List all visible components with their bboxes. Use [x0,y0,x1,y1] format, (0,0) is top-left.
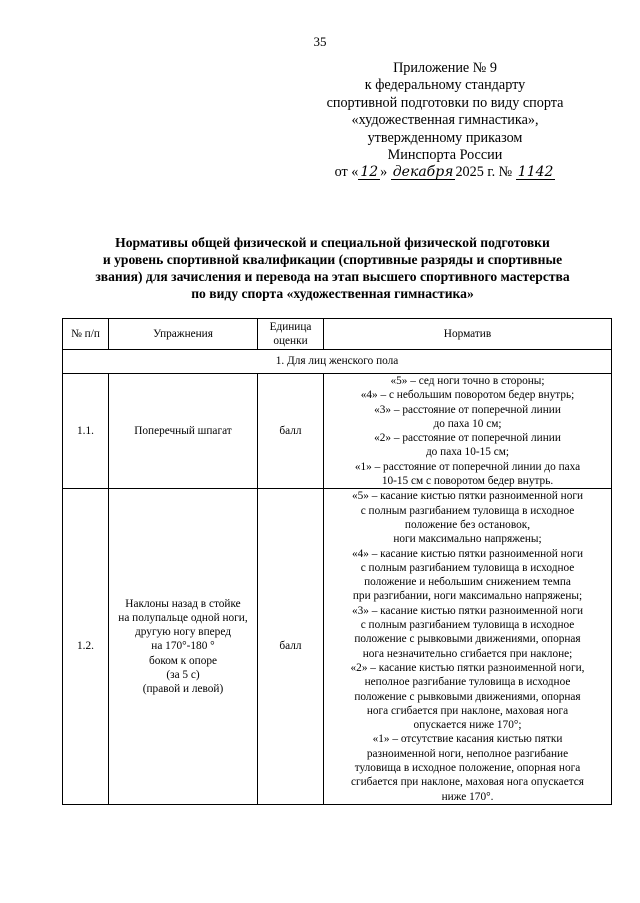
date-day: 12 [360,164,379,181]
criterion-line: «3» – касание кистью пятки разноименной ноги [351,604,584,617]
appendix-line: спортивной подготовки по виду спорта [326,94,564,111]
criterion-line: «1» – отсутствие касания кистью пятки [372,733,563,746]
criterion-line: с полным разгибанием туловища в исходное [360,561,575,574]
title-line: Нормативы общей физической и специальной физической подготовки [115,235,550,250]
document-title [60,234,605,302]
row-unit: балл [258,489,324,805]
exercise-line: (правой и левой) [142,683,224,696]
appendix-header [300,60,590,182]
row-num: 1.1. [63,374,109,489]
criterion-line: «2» – расстояние от поперечной линии [374,432,561,445]
row-exercise [109,489,258,805]
exercise-line: Наклоны назад в стойке [125,597,241,610]
criterion-line: положение с рывковыми движениями, опорная [354,633,581,646]
appendix-line: к федеральному стандарту [364,77,526,94]
row-criteria [324,374,612,489]
criterion-line: неполное разгибание туловища в исходное [364,676,571,689]
criterion-line: положение с рывковыми движениями, опорная [354,690,581,703]
criterion-line: положение и небольшим снижением темпа [364,576,571,589]
header-exercise: Упражнения [109,319,258,350]
criterion-line: нога сгибается при наклоне, маховая нога [366,704,569,717]
criterion-line: до паха 10-15 см; [425,446,510,459]
date-mid: » [380,164,388,181]
date-month: декабря [392,164,454,181]
criterion-line: разноименной ноги, неполное разгибание [366,747,569,760]
criterion-line: «2» – касание кистью пятки разноименной ноги, [350,661,585,674]
criterion-line: туловища в исходное положение, опорная нога [354,762,581,775]
exercise-line: Поперечный шпагат [134,425,232,438]
table-row [63,489,612,805]
header-num: № п/п [63,319,109,350]
criterion-line: «4» – с небольшим поворотом бедер внутрь; [360,389,575,402]
appendix-line: утвержденному приказом [367,129,523,146]
title-line: по виду спорта «художественная гимнастика» [191,286,474,301]
table-row [63,374,612,489]
criterion-line: 10-15 см с поворотом бедер внутрь. [381,475,554,488]
criterion-line: с полным разгибанием туловища в исходное [360,619,575,632]
norms-table [62,318,612,805]
criterion-line: «3» – расстояние от поперечной линии [374,403,561,416]
title-line: и уровень спортивной квалификации (спортивные разряды и спортивные [102,252,563,267]
row-exercise [109,374,258,489]
criterion-line: положение без остановок, [404,518,531,531]
row-unit: балл [258,374,324,489]
exercise-line: на 170°-180 ° [151,640,215,653]
criterion-line: при разгибании, ноги максимально напряжены; [352,590,583,603]
criterion-line: «4» – касание кистью пятки разноименной ноги [351,547,584,560]
exercise-line: боком к опоре [148,654,218,667]
table-header-row [63,319,612,350]
exercise-line: другую ногу вперед [135,626,231,639]
criterion-line: «5» – сед ноги точно в стороны; [390,375,545,387]
criterion-line: ноги максимально напряжены; [393,533,542,546]
criterion-line: «1» – расстояние от поперечной линии до паха [354,460,581,473]
header-norm: Норматив [324,319,612,350]
criterion-line: опускается ниже 170°; [413,719,522,732]
order-number: 1142 [517,164,554,181]
header-unit: Единица оценки [258,319,324,350]
exercise-line: (за 5 с) [166,669,200,682]
exercise-line: на полупальце одной ноги, [118,611,248,624]
row-criteria [324,489,612,805]
order-date-line [300,164,590,181]
section-row [63,350,612,374]
criterion-line: до паха 10 см; [433,417,502,430]
appendix-line: Приложение № 9 [393,60,497,76]
section-label: 1. Для лиц женского пола [63,350,612,374]
criterion-line: сгибается при наклоне, маховая нога опускается [350,776,584,789]
page-number: 35 [313,34,327,49]
appendix-line: «художественная гимнастика», [351,112,539,129]
date-year: 2025 г. № [455,164,513,181]
appendix-line: Минспорта России [387,147,503,164]
criterion-line: «5» – касание кистью пятки разноименной ноги [351,490,584,503]
criterion-line: ниже 170°. [441,790,494,803]
row-num: 1.2. [63,489,109,805]
criterion-line: нога незначительно сгибается при наклоне; [362,647,573,660]
criterion-line: с полным разгибанием туловища в исходное [360,504,575,517]
date-prefix: от « [334,164,359,181]
title-line: звания) для зачисления и перевода на этап высшего спортивного мастерства [95,269,570,284]
